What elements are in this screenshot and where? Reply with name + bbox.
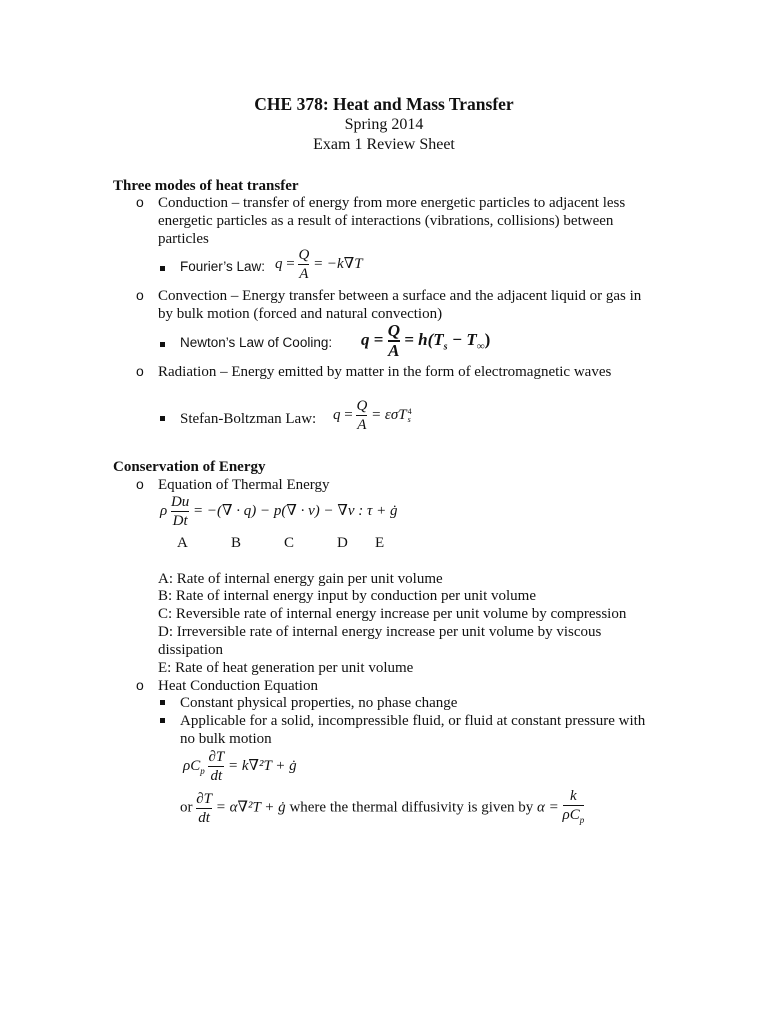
- bullet-circle-icon: o: [136, 287, 144, 303]
- eq-rho: ρ: [160, 502, 168, 519]
- conduction-line-1: Conduction – transfer of energy from more energetic particles to adjacent less: [158, 195, 626, 211]
- eq-subscript-infinity: ∞: [476, 340, 485, 353]
- section-heading-modes: Three modes of heat transfer: [113, 178, 299, 194]
- definition-c: C: Reversible rate of internal energy increase per unit volume by compression: [158, 606, 627, 622]
- eq-rhs: = α∇²T + ġ: [215, 799, 286, 816]
- eq-rhs: = h(T: [404, 329, 444, 349]
- eq-numerator: Du: [170, 494, 190, 510]
- eq-subscript: s: [443, 341, 448, 353]
- bullet-circle-icon: o: [136, 476, 144, 492]
- eq-equals: =: [286, 255, 295, 272]
- conduction-line-2: energetic particles as a result of interactions (vibrations, collisions) between: [158, 213, 614, 229]
- eq-numerator: Q: [387, 321, 400, 340]
- bullet-circle-icon: o: [136, 194, 144, 210]
- eq-rho-cp: ρC: [183, 757, 201, 774]
- bullet-square-icon: [160, 416, 165, 421]
- eq-alpha: α =: [537, 799, 559, 816]
- eq-numerator: Q: [356, 398, 368, 414]
- eq-numerator: ∂T: [196, 790, 213, 807]
- document-subtitle: Exam 1 Review Sheet: [313, 136, 455, 153]
- term-letter-d: D: [337, 535, 348, 551]
- eq-q: q: [275, 255, 283, 272]
- eq-subscript: p: [579, 815, 585, 825]
- term-letter-a: A: [177, 535, 188, 551]
- hc-point-3: no bulk motion: [180, 731, 272, 747]
- eq-rhs-mid: − T: [447, 329, 477, 349]
- eq-denominator: A: [388, 341, 400, 360]
- term-letter-b: B: [231, 535, 242, 551]
- eq-q: q: [361, 329, 370, 349]
- eq-equals: =: [373, 329, 384, 349]
- diffusivity-text: where the thermal diffusivity is given by: [289, 799, 534, 816]
- eq-numerator: ∂T: [208, 749, 225, 765]
- eq-rhs: = εσT: [371, 406, 407, 423]
- stefan-law-equation: [333, 398, 412, 433]
- bullet-square-icon: [160, 342, 165, 347]
- eq-denominator: Dt: [172, 513, 188, 529]
- eq-subscript: s: [407, 414, 411, 424]
- definition-e: E: Rate of heat generation per unit volume: [158, 660, 414, 676]
- fourier-law-label: Fourier’s Law:: [180, 259, 266, 274]
- fourier-law-equation: [275, 247, 363, 282]
- eq-fraction: [208, 749, 224, 784]
- eq-subscript: p: [200, 765, 205, 776]
- bullet-circle-icon: o: [136, 677, 144, 693]
- term-letter-e: E: [375, 535, 385, 551]
- eq-fraction: [356, 398, 367, 433]
- newton-law-equation: [361, 323, 490, 359]
- definition-d-cont: dissipation: [158, 642, 224, 658]
- thermal-energy-label: Equation of Thermal Energy: [158, 477, 330, 493]
- eq-equals: =: [344, 406, 353, 423]
- definition-a: A: Rate of internal energy gain per unit volume: [158, 571, 443, 587]
- hc-point-2: Applicable for a solid, incompressible fluid, or fluid at constant pressure with: [180, 713, 646, 729]
- convection-line-1: Convection – Energy transfer between a surface and the adjacent liquid or gas in: [158, 288, 642, 304]
- heat-conduction-equation: [183, 749, 297, 784]
- eq-fraction: [388, 323, 400, 359]
- eq-denominator: dt: [198, 809, 210, 826]
- bullet-square-icon: [160, 718, 165, 723]
- convection-line-2: by bulk motion (forced and natural convection): [158, 306, 443, 322]
- eq-denominator: dt: [210, 768, 223, 784]
- eq-scripts: [408, 408, 412, 424]
- diffusivity-line: [180, 788, 584, 828]
- eq-fraction: [171, 494, 189, 529]
- thermal-energy-equation: [160, 494, 398, 529]
- radiation-line-1: Radiation – Energy emitted by matter in the form of electromagnetic waves: [158, 364, 612, 380]
- bullet-square-icon: [160, 700, 165, 705]
- document-term: Spring 2014: [344, 116, 424, 133]
- heat-conduction-label: Heat Conduction Equation: [158, 678, 318, 694]
- section-heading-conservation: Conservation of Energy: [113, 459, 266, 475]
- definition-d: D: Irreversible rate of internal energy increase per unit volume by viscous: [158, 624, 602, 640]
- eq-superscript: 4: [407, 406, 412, 416]
- stefan-law-label: Stefan-Boltzman Law:: [180, 411, 317, 427]
- eq-q: q: [333, 406, 341, 423]
- eq-denominator: [563, 807, 585, 828]
- newton-law-label: Newton’s Law of Cooling:: [180, 335, 333, 350]
- term-letter-c: C: [284, 535, 295, 551]
- eq-rhs: = k∇²T + ġ: [227, 757, 297, 774]
- definition-b: B: Rate of internal energy input by conduction per unit volume: [158, 588, 536, 604]
- or-word: or: [180, 799, 193, 816]
- bullet-square-icon: [160, 266, 165, 271]
- eq-rhs: = −k∇T: [313, 255, 363, 272]
- eq-rho-cp: ρC: [562, 807, 580, 823]
- eq-fraction: [298, 247, 309, 282]
- eq-denominator: A: [357, 417, 367, 433]
- eq-fraction-alpha: [563, 788, 585, 828]
- conduction-line-3: particles: [158, 231, 209, 247]
- hc-point-1: Constant physical properties, no phase change: [180, 695, 458, 711]
- eq-numerator: k: [570, 788, 577, 804]
- eq-close-paren: ): [484, 329, 491, 349]
- eq-numerator: Q: [298, 247, 310, 263]
- document-title: CHE 378: Heat and Mass Transfer: [254, 94, 514, 114]
- bullet-circle-icon: o: [136, 363, 144, 379]
- eq-rhs: = −(∇ · q) − p(∇ · v) − ∇v : τ + ġ: [193, 502, 398, 519]
- eq-denominator: A: [299, 266, 309, 282]
- eq-fraction: [196, 791, 212, 826]
